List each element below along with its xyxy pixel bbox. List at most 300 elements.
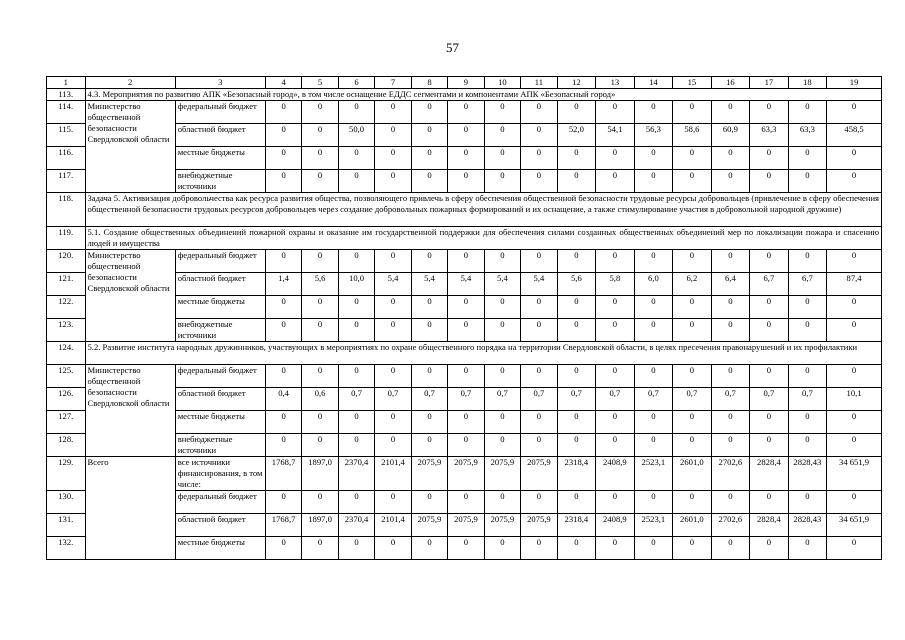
- funding-source: областной бюджет: [175, 124, 265, 147]
- value-cell: 0: [788, 411, 827, 434]
- section-title: 4.3. Мероприятия по развитию АПК «Безопасный город», в том числе оснащение ЕДДС сегментами и компонентами АПК «Безопасный город»: [85, 89, 882, 101]
- value-cell: 0: [448, 491, 484, 514]
- value-cell: 0: [634, 491, 673, 514]
- section-row: [47, 193, 882, 227]
- value-cell: 0: [338, 250, 374, 273]
- section-title: Задача 5. Активизация добровольчества как ресурса развития общества, позволяющего привлечь в сферу обеспечения общественной безопасности трудовые ресурсы добровольцев (привлечение в сферу обеспечения общественной безопасности трудовых ресурсов добровольцев через создание добровольных пожарных формирований и их оснащение, а также стимулирование участия в добровольной народной дружине): [85, 193, 882, 227]
- row-number: 117.: [47, 170, 86, 193]
- value-cell: 0: [557, 101, 596, 124]
- value-cell: 0: [711, 296, 750, 319]
- column-header: 14: [634, 77, 673, 89]
- row-number: 115.: [47, 124, 86, 147]
- value-cell: 0: [596, 101, 635, 124]
- value-cell: 0: [302, 147, 338, 170]
- value-cell: 0: [750, 101, 789, 124]
- value-cell: 50,0: [338, 124, 374, 147]
- value-cell: 0: [521, 170, 557, 193]
- value-cell: 0: [265, 365, 301, 388]
- column-header: 8: [411, 77, 447, 89]
- column-header: 6: [338, 77, 374, 89]
- value-cell: 0: [265, 170, 301, 193]
- value-cell: 0,7: [411, 388, 447, 411]
- value-cell: 1768,7: [265, 457, 301, 491]
- value-cell: 6,7: [788, 273, 827, 296]
- column-header: 7: [375, 77, 411, 89]
- value-cell: 0,7: [375, 388, 411, 411]
- funding-source: внебюджетные источники: [175, 319, 265, 342]
- table-row: [47, 101, 882, 124]
- value-cell: 5,4: [521, 273, 557, 296]
- value-cell: 2828,43: [788, 514, 827, 537]
- value-cell: 0,7: [634, 388, 673, 411]
- value-cell: 2075,9: [521, 457, 557, 491]
- funding-source: все источники финансирования, в том числе:: [175, 457, 265, 491]
- value-cell: 2370,4: [338, 514, 374, 537]
- column-header: 5: [302, 77, 338, 89]
- value-cell: 5,4: [375, 273, 411, 296]
- value-cell: 0: [411, 434, 447, 457]
- value-cell: 34 651,9: [827, 514, 882, 537]
- section-row: [47, 342, 882, 365]
- value-cell: 0: [338, 434, 374, 457]
- executor-cell: Всего: [85, 457, 175, 560]
- value-cell: 63,3: [788, 124, 827, 147]
- value-cell: 0: [596, 319, 635, 342]
- section-row: [47, 227, 882, 250]
- value-cell: 0: [448, 147, 484, 170]
- row-number: 129.: [47, 457, 86, 491]
- funding-source: местные бюджеты: [175, 411, 265, 434]
- value-cell: 0: [375, 147, 411, 170]
- value-cell: 0: [375, 124, 411, 147]
- value-cell: 5,8: [596, 273, 635, 296]
- row-number: 121.: [47, 273, 86, 296]
- value-cell: 0: [484, 365, 520, 388]
- value-cell: 0: [596, 147, 635, 170]
- value-cell: 0: [302, 124, 338, 147]
- value-cell: 0: [711, 365, 750, 388]
- value-cell: 0: [788, 101, 827, 124]
- funding-source: местные бюджеты: [175, 537, 265, 560]
- value-cell: 1897,0: [302, 457, 338, 491]
- value-cell: 2828,4: [750, 457, 789, 491]
- value-cell: 0: [484, 411, 520, 434]
- column-header: 3: [175, 77, 265, 89]
- value-cell: 0: [484, 101, 520, 124]
- funding-source: федеральный бюджет: [175, 491, 265, 514]
- value-cell: 0,6: [302, 388, 338, 411]
- value-cell: 2408,9: [596, 514, 635, 537]
- value-cell: 54,1: [596, 124, 635, 147]
- value-cell: 0: [375, 411, 411, 434]
- value-cell: 0: [448, 365, 484, 388]
- row-number: 122.: [47, 296, 86, 319]
- column-header: 12: [557, 77, 596, 89]
- value-cell: 2523,1: [634, 457, 673, 491]
- value-cell: 2702,6: [711, 514, 750, 537]
- value-cell: 0: [557, 411, 596, 434]
- value-cell: 0: [750, 537, 789, 560]
- value-cell: 0: [265, 101, 301, 124]
- value-cell: 5,4: [411, 273, 447, 296]
- value-cell: 0: [557, 434, 596, 457]
- row-number: 126.: [47, 388, 86, 411]
- column-header: 1: [47, 77, 86, 89]
- value-cell: 63,3: [750, 124, 789, 147]
- value-cell: 0: [673, 250, 712, 273]
- value-cell: 0: [484, 170, 520, 193]
- value-cell: 0: [302, 434, 338, 457]
- value-cell: 0: [265, 411, 301, 434]
- value-cell: 0,7: [596, 388, 635, 411]
- value-cell: 2828,43: [788, 457, 827, 491]
- value-cell: 58,6: [673, 124, 712, 147]
- value-cell: 0: [521, 537, 557, 560]
- row-number: 116.: [47, 147, 86, 170]
- column-header: 13: [596, 77, 635, 89]
- row-number: 132.: [47, 537, 86, 560]
- value-cell: 2408,9: [596, 457, 635, 491]
- value-cell: 0: [711, 411, 750, 434]
- value-cell: 0: [827, 537, 882, 560]
- value-cell: 0: [634, 434, 673, 457]
- value-cell: 6,7: [750, 273, 789, 296]
- value-cell: 1897,0: [302, 514, 338, 537]
- value-cell: 0: [634, 250, 673, 273]
- column-header: 10: [484, 77, 520, 89]
- value-cell: 0: [521, 319, 557, 342]
- value-cell: 2828,4: [750, 514, 789, 537]
- value-cell: 0: [711, 170, 750, 193]
- value-cell: 0: [788, 319, 827, 342]
- section-title: 5.1. Создание общественных объединений пожарной охраны и оказание им государственной поддержки для обеспечения силами созданных общественных объединений мер по локализации пожара и спасению людей и имущества: [85, 227, 882, 250]
- value-cell: 0: [375, 101, 411, 124]
- value-cell: 0: [375, 365, 411, 388]
- value-cell: 0: [634, 537, 673, 560]
- value-cell: 6,4: [711, 273, 750, 296]
- value-cell: 0: [711, 537, 750, 560]
- value-cell: 0: [827, 411, 882, 434]
- row-number: 128.: [47, 434, 86, 457]
- column-header: 15: [673, 77, 712, 89]
- value-cell: 0: [265, 147, 301, 170]
- row-number: 118.: [47, 193, 86, 227]
- value-cell: 6,2: [673, 273, 712, 296]
- value-cell: 0: [265, 124, 301, 147]
- value-cell: 0: [557, 170, 596, 193]
- value-cell: 0: [375, 491, 411, 514]
- value-cell: 0: [557, 250, 596, 273]
- table-row: [47, 457, 882, 491]
- value-cell: 0: [711, 434, 750, 457]
- value-cell: 0: [673, 319, 712, 342]
- value-cell: 0: [750, 147, 789, 170]
- value-cell: 0: [411, 365, 447, 388]
- value-cell: 0: [673, 170, 712, 193]
- value-cell: 0: [827, 296, 882, 319]
- value-cell: 0: [411, 296, 447, 319]
- value-cell: 0: [448, 124, 484, 147]
- row-number: 114.: [47, 101, 86, 124]
- value-cell: 2075,9: [411, 457, 447, 491]
- row-number: 124.: [47, 342, 86, 365]
- value-cell: 0: [596, 434, 635, 457]
- value-cell: 0: [484, 319, 520, 342]
- value-cell: 0: [448, 170, 484, 193]
- value-cell: 0: [750, 319, 789, 342]
- value-cell: 0,7: [338, 388, 374, 411]
- value-cell: 0: [448, 319, 484, 342]
- row-number: 113.: [47, 89, 86, 101]
- value-cell: 2075,9: [484, 457, 520, 491]
- value-cell: 0,7: [788, 388, 827, 411]
- value-cell: 0: [484, 147, 520, 170]
- section-title: 5.2. Развитие института народных дружинников, участвующих в мероприятиях по охране общественного порядка на территории Свердловской области, в целях пресечения правонарушений и их профилактики: [85, 342, 882, 365]
- value-cell: 0: [634, 411, 673, 434]
- value-cell: 0: [827, 434, 882, 457]
- value-cell: 0: [711, 147, 750, 170]
- value-cell: 0: [673, 365, 712, 388]
- value-cell: 2318,4: [557, 514, 596, 537]
- value-cell: 0: [448, 411, 484, 434]
- value-cell: 87,4: [827, 273, 882, 296]
- value-cell: 0: [338, 365, 374, 388]
- value-cell: 0: [750, 250, 789, 273]
- value-cell: 0: [521, 411, 557, 434]
- value-cell: 5,4: [448, 273, 484, 296]
- value-cell: 0: [302, 491, 338, 514]
- value-cell: 0: [338, 147, 374, 170]
- value-cell: 0: [265, 319, 301, 342]
- value-cell: 0: [634, 147, 673, 170]
- value-cell: 0: [302, 537, 338, 560]
- value-cell: 0: [302, 319, 338, 342]
- funding-source: областной бюджет: [175, 514, 265, 537]
- value-cell: 0: [375, 434, 411, 457]
- value-cell: 0: [596, 365, 635, 388]
- value-cell: 0: [265, 537, 301, 560]
- value-cell: 0: [448, 537, 484, 560]
- value-cell: 0: [302, 365, 338, 388]
- column-header: 9: [448, 77, 484, 89]
- value-cell: 0: [411, 537, 447, 560]
- value-cell: 2601,0: [673, 514, 712, 537]
- value-cell: 0: [411, 147, 447, 170]
- value-cell: 0: [265, 250, 301, 273]
- funding-source: федеральный бюджет: [175, 250, 265, 273]
- value-cell: 0: [265, 434, 301, 457]
- value-cell: 0: [521, 147, 557, 170]
- column-header: 4: [265, 77, 301, 89]
- value-cell: 0: [788, 147, 827, 170]
- value-cell: 0: [375, 296, 411, 319]
- value-cell: 0: [827, 319, 882, 342]
- financing-table: [46, 76, 882, 560]
- value-cell: 0: [302, 411, 338, 434]
- value-cell: 0: [827, 170, 882, 193]
- value-cell: 0: [375, 170, 411, 193]
- value-cell: 1,4: [265, 273, 301, 296]
- value-cell: 0: [673, 491, 712, 514]
- value-cell: 2101,4: [375, 457, 411, 491]
- value-cell: 0: [750, 491, 789, 514]
- value-cell: 0: [521, 250, 557, 273]
- column-header: 17: [750, 77, 789, 89]
- value-cell: 0: [375, 537, 411, 560]
- row-number: 119.: [47, 227, 86, 250]
- value-cell: 0: [750, 170, 789, 193]
- value-cell: 0,7: [484, 388, 520, 411]
- value-cell: 2075,9: [484, 514, 520, 537]
- value-cell: 1768,7: [265, 514, 301, 537]
- value-cell: 0: [750, 411, 789, 434]
- value-cell: 0: [484, 434, 520, 457]
- value-cell: 458,5: [827, 124, 882, 147]
- value-cell: 0: [634, 296, 673, 319]
- value-cell: 0: [448, 296, 484, 319]
- value-cell: 52,0: [557, 124, 596, 147]
- value-cell: 0: [673, 537, 712, 560]
- value-cell: 0: [338, 411, 374, 434]
- value-cell: 34 651,9: [827, 457, 882, 491]
- value-cell: 0: [521, 124, 557, 147]
- value-cell: 0: [338, 319, 374, 342]
- row-number: 125.: [47, 365, 86, 388]
- value-cell: 2702,6: [711, 457, 750, 491]
- value-cell: 0: [448, 250, 484, 273]
- value-cell: 0: [673, 101, 712, 124]
- value-cell: 0: [411, 250, 447, 273]
- value-cell: 0: [557, 537, 596, 560]
- value-cell: 0: [788, 296, 827, 319]
- value-cell: 0: [411, 491, 447, 514]
- value-cell: 0: [750, 296, 789, 319]
- value-cell: 2370,4: [338, 457, 374, 491]
- funding-source: местные бюджеты: [175, 147, 265, 170]
- value-cell: 0: [484, 537, 520, 560]
- value-cell: 2318,4: [557, 457, 596, 491]
- value-cell: 0: [827, 491, 882, 514]
- value-cell: 0: [411, 170, 447, 193]
- value-cell: 0: [411, 319, 447, 342]
- table-row: [47, 250, 882, 273]
- value-cell: 0: [338, 491, 374, 514]
- value-cell: 10,1: [827, 388, 882, 411]
- value-cell: 0,7: [557, 388, 596, 411]
- value-cell: 0: [338, 296, 374, 319]
- value-cell: 0: [750, 434, 789, 457]
- funding-source: федеральный бюджет: [175, 101, 265, 124]
- value-cell: 0: [634, 101, 673, 124]
- value-cell: 0,7: [673, 388, 712, 411]
- value-cell: 0: [557, 491, 596, 514]
- value-cell: 0,7: [750, 388, 789, 411]
- value-cell: 0: [302, 101, 338, 124]
- value-cell: 0: [302, 250, 338, 273]
- value-cell: 0: [673, 434, 712, 457]
- column-header: 11: [521, 77, 557, 89]
- value-cell: 0: [302, 296, 338, 319]
- value-cell: 0: [673, 147, 712, 170]
- value-cell: 0: [596, 411, 635, 434]
- row-number: 130.: [47, 491, 86, 514]
- column-header: 18: [788, 77, 827, 89]
- value-cell: 0: [634, 170, 673, 193]
- value-cell: 56,3: [634, 124, 673, 147]
- value-cell: 0: [484, 296, 520, 319]
- value-cell: 0: [827, 250, 882, 273]
- value-cell: 0: [596, 296, 635, 319]
- value-cell: 0: [484, 124, 520, 147]
- header-row: [47, 77, 882, 89]
- value-cell: 0: [711, 491, 750, 514]
- value-cell: 0: [788, 434, 827, 457]
- executor-cell: Министерство общественной безопасности Свердловской области: [85, 250, 175, 342]
- value-cell: 0: [596, 170, 635, 193]
- funding-source: внебюджетные источники: [175, 170, 265, 193]
- row-number: 127.: [47, 411, 86, 434]
- value-cell: 0: [302, 170, 338, 193]
- value-cell: 0: [711, 101, 750, 124]
- value-cell: 2075,9: [448, 514, 484, 537]
- value-cell: 2601,0: [673, 457, 712, 491]
- value-cell: 0: [788, 170, 827, 193]
- value-cell: 6,0: [634, 273, 673, 296]
- table-row: [47, 365, 882, 388]
- value-cell: 0: [557, 147, 596, 170]
- section-row: [47, 89, 882, 101]
- value-cell: 0: [521, 491, 557, 514]
- executor-cell: Министерство общественной безопасности Свердловской области: [85, 101, 175, 193]
- value-cell: 0: [634, 319, 673, 342]
- value-cell: 0: [673, 411, 712, 434]
- value-cell: 0: [827, 101, 882, 124]
- value-cell: 0: [557, 296, 596, 319]
- column-header: 19: [827, 77, 882, 89]
- value-cell: 0: [411, 411, 447, 434]
- row-number: 123.: [47, 319, 86, 342]
- funding-source: областной бюджет: [175, 273, 265, 296]
- value-cell: 0: [827, 365, 882, 388]
- value-cell: 0: [521, 296, 557, 319]
- value-cell: 60,9: [711, 124, 750, 147]
- value-cell: 0: [557, 365, 596, 388]
- value-cell: 0: [596, 250, 635, 273]
- value-cell: 0: [484, 250, 520, 273]
- funding-source: областной бюджет: [175, 388, 265, 411]
- value-cell: 0: [596, 491, 635, 514]
- value-cell: 5,6: [557, 273, 596, 296]
- value-cell: 0: [375, 319, 411, 342]
- funding-source: федеральный бюджет: [175, 365, 265, 388]
- row-number: 120.: [47, 250, 86, 273]
- value-cell: 10,0: [338, 273, 374, 296]
- value-cell: 0: [338, 537, 374, 560]
- value-cell: 5,6: [302, 273, 338, 296]
- value-cell: 0: [788, 365, 827, 388]
- value-cell: 2075,9: [521, 514, 557, 537]
- value-cell: 0: [521, 365, 557, 388]
- value-cell: 0: [375, 250, 411, 273]
- value-cell: 0: [788, 250, 827, 273]
- value-cell: 0: [338, 101, 374, 124]
- value-cell: 2075,9: [411, 514, 447, 537]
- value-cell: 0: [634, 365, 673, 388]
- value-cell: 0,7: [448, 388, 484, 411]
- value-cell: 0: [711, 250, 750, 273]
- value-cell: 0: [521, 101, 557, 124]
- executor-cell: Министерство общественной безопасности Свердловской области: [85, 365, 175, 457]
